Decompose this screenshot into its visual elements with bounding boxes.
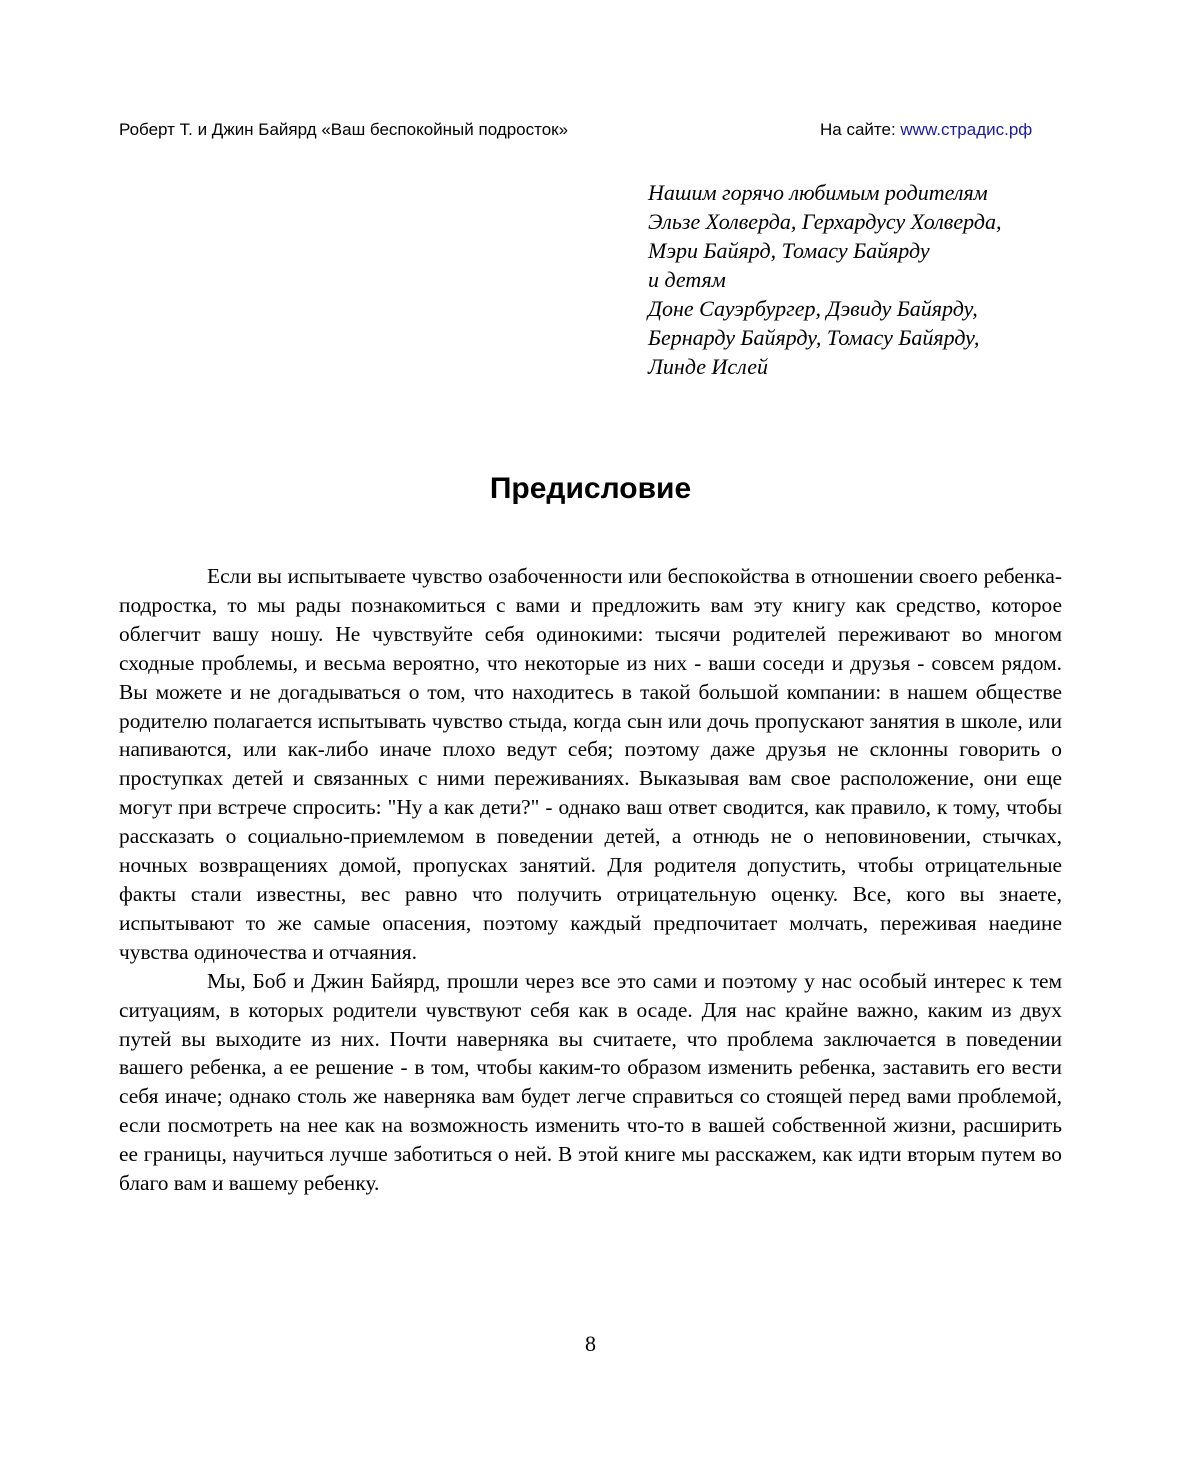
running-header-right bbox=[820, 119, 1032, 141]
running-header-left: Роберт Т. и Джин Байярд «Ваш беспокойный подросток» bbox=[119, 120, 569, 139]
dedication-line: Нашим горячо любимым родителям bbox=[648, 180, 988, 205]
paragraph: Если вы испытываете чувство озабоченности или беспокойства в отношении своего ребенка-подростка, то мы рады познакомиться с вами и предложить вам эту книгу как средство, которое облегчит вашу ношу. Не чувствуйте себя одинокими: тысячи родителей переживают во многом сходные проблемы, и весьма вероятно, что некоторые из них - ваши соседи и друзья - совсем рядом. Вы можете и не догадываться о том, что находитесь в такой большой компании: в нашем обществе родителю полагается испытывать чувство стыда, когда сын или дочь пропускают занятия в школе, или напиваются, или как-либо иначе плохо ведут себя; поэтому даже друзья не склонны говорить о проступках детей и связанных с ними переживаниях. Выказывая вам свое расположение, они еще могут при встрече спросить: "Ну а как дети?" - однако ваш ответ сводится, как правило, к тому, чтобы рассказать о социально-приемлемом в поведении детей, а отнюдь не о неповиновении, стычках, ночных возвращениях домой, пропусках занятий. Для родителя допустить, чтобы отрицательные факты стали известны, вес равно что получить отрицательную оценку. Все, кого вы знаете, испытывают то же самые опасения, поэтому каждый предпочитает молчать, переживая наедине чувства одиночества и отчаяния. bbox=[119, 564, 1062, 964]
page-number: 8 bbox=[585, 1331, 596, 1356]
dedication-line: и детям bbox=[648, 267, 726, 292]
body-text bbox=[119, 562, 1062, 1198]
dedication-line: Мэри Байярд, Томасу Байярду bbox=[648, 238, 930, 263]
dedication-line: Доне Сауэрбургер, Дэвиду Байярду, bbox=[648, 296, 978, 321]
dedication-line: Линде Ислей bbox=[648, 354, 769, 379]
site-link[interactable]: www.страдис.рф bbox=[900, 120, 1033, 139]
paragraph: Мы, Боб и Джин Байярд, прошли через все это сами и поэтому у нас особый интерес к тем ситуациям, в которых родители чувствуют себя как в осаде. Для нас крайне важно, каким из двух путей вы выходите из них. Почти наверняка вы считаете, что проблема заключается в поведении вашего ребенка, а ее решение - в том, чтобы каким-то образом изменить ребенка, заставить его вести себя иначе; однако столь же наверняка вам будет легче справиться со стоящей перед вами проблемой, если посмотреть на нее как на возможность изменить что-то в вашей собственной жизни, расширить ее границы, научиться лучше заботиться о ней. В этой книге мы расскажем, как идти вторым путем во благо вам и вашему ребенку. bbox=[119, 968, 1062, 1196]
chapter-title: Предисловие bbox=[489, 472, 692, 505]
dedication-line: Эльзе Холверда, Герхардусу Холверда, bbox=[648, 209, 1002, 234]
dedication bbox=[648, 178, 1148, 381]
site-label: На сайте: bbox=[820, 120, 901, 139]
dedication-line: Бернарду Байярду, Томасу Байярду, bbox=[648, 325, 980, 350]
